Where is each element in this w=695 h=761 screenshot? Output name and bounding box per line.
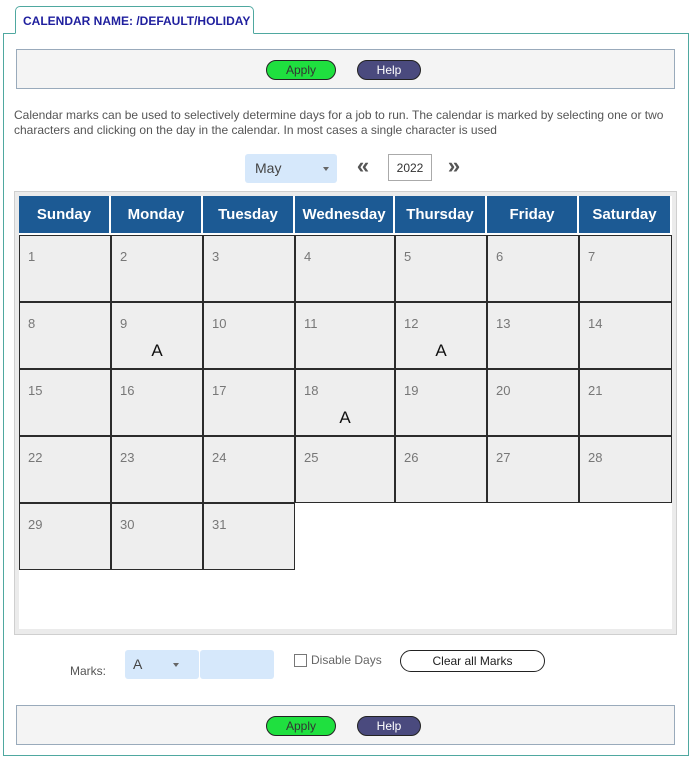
- apply-button-top[interactable]: Apply: [266, 60, 336, 80]
- calendar-day[interactable]: [295, 235, 395, 302]
- calendar-day[interactable]: [111, 436, 203, 503]
- day-number: 9: [120, 316, 128, 331]
- calendar-day[interactable]: [395, 436, 487, 503]
- day-number: 26: [404, 450, 419, 465]
- day-number: 10: [212, 316, 227, 331]
- previous-year-icon[interactable]: «: [356, 153, 370, 178]
- calendar-day[interactable]: [579, 235, 672, 302]
- day-number: 31: [212, 517, 227, 532]
- next-year-icon[interactable]: »: [447, 153, 461, 178]
- calendar-day[interactable]: [487, 235, 579, 302]
- calendar-day[interactable]: [579, 369, 672, 436]
- calendar-day[interactable]: [395, 235, 487, 302]
- day-number: 14: [588, 316, 603, 331]
- day-number: 17: [212, 383, 227, 398]
- calendar-day[interactable]: [395, 302, 487, 369]
- day-number: 8: [28, 316, 36, 331]
- clear-all-marks-button[interactable]: Clear all Marks: [400, 650, 545, 672]
- day-number: 3: [212, 249, 220, 264]
- bottom-button-bar: [16, 705, 675, 745]
- day-number: 7: [588, 249, 596, 264]
- day-number: 24: [212, 450, 227, 465]
- weekday-header-friday: Friday: [487, 196, 579, 233]
- weekday-header-monday: Monday: [111, 196, 203, 233]
- calendar-day[interactable]: [19, 436, 111, 503]
- day-number: 4: [304, 249, 312, 264]
- top-button-bar: [16, 49, 675, 89]
- day-number: 12: [404, 316, 419, 331]
- day-number: 25: [304, 450, 319, 465]
- weekday-header-wednesday: Wednesday: [295, 196, 395, 233]
- day-number: 6: [496, 249, 504, 264]
- calendar-day[interactable]: [203, 436, 295, 503]
- month-select[interactable]: [245, 154, 337, 183]
- calendar-day[interactable]: [487, 302, 579, 369]
- day-number: 30: [120, 517, 135, 532]
- day-mark: A: [151, 341, 163, 360]
- calendar-day[interactable]: [19, 369, 111, 436]
- day-number: 28: [588, 450, 603, 465]
- calendar-day[interactable]: [111, 302, 203, 369]
- calendar-day[interactable]: [295, 369, 395, 436]
- calendar-day[interactable]: [111, 503, 203, 570]
- day-number: 18: [304, 383, 319, 398]
- disable-days-checkbox[interactable]: [294, 654, 307, 667]
- day-mark: A: [339, 408, 351, 427]
- weekday-header-sunday: Sunday: [19, 196, 111, 233]
- weekday-header-tuesday: Tuesday: [203, 196, 295, 233]
- calendar-day[interactable]: [579, 436, 672, 503]
- day-mark: A: [435, 341, 447, 360]
- day-number: 13: [496, 316, 511, 331]
- day-number: 21: [588, 383, 603, 398]
- help-button-bottom[interactable]: Help: [357, 716, 421, 736]
- calendar-day[interactable]: [579, 302, 672, 369]
- marks-custom-input[interactable]: [200, 650, 274, 679]
- calendar-day[interactable]: [203, 503, 295, 570]
- day-number: 11: [304, 316, 318, 331]
- marks-select[interactable]: [125, 650, 199, 679]
- calendar-description: Calendar marks can be used to selectively determine days for a job to run. The calendar is marked by selecting one or two characters and clicking on the day in the calendar. In most cases a single character is used: [14, 108, 664, 137]
- weekday-header-saturday: Saturday: [579, 196, 672, 233]
- day-number: 20: [496, 383, 511, 398]
- calendar-name-tab[interactable]: CALENDAR NAME: /DEFAULT/HOLIDAY: [15, 6, 254, 34]
- day-number: 16: [120, 383, 135, 398]
- day-number: 5: [404, 249, 412, 264]
- calendar-day[interactable]: [487, 436, 579, 503]
- day-number: 2: [120, 249, 128, 264]
- calendar-day[interactable]: [203, 302, 295, 369]
- apply-button-bottom[interactable]: Apply: [266, 716, 336, 736]
- calendar-grid-container: [14, 191, 677, 635]
- day-number: 19: [404, 383, 419, 398]
- weekday-header-thursday: Thursday: [395, 196, 487, 233]
- chevron-down-icon: [323, 167, 329, 171]
- disable-days-label: Disable Days: [311, 653, 382, 667]
- calendar-day[interactable]: [295, 302, 395, 369]
- calendar-day[interactable]: [487, 369, 579, 436]
- calendar-day[interactable]: [203, 369, 295, 436]
- calendar-day[interactable]: [203, 235, 295, 302]
- calendar-day[interactable]: [19, 235, 111, 302]
- day-number: 29: [28, 517, 43, 532]
- day-number: 15: [28, 383, 43, 398]
- day-number: 22: [28, 450, 43, 465]
- marks-select-value: A: [133, 656, 143, 672]
- calendar-day[interactable]: [19, 302, 111, 369]
- help-button-top[interactable]: Help: [357, 60, 421, 80]
- day-number: 27: [496, 450, 511, 465]
- day-number: 1: [28, 249, 36, 264]
- year-input[interactable]: [388, 154, 432, 181]
- calendar-grid: [19, 196, 672, 629]
- month-select-value: May: [255, 160, 282, 176]
- calendar-day[interactable]: [111, 235, 203, 302]
- calendar-day[interactable]: [395, 369, 487, 436]
- calendar-day[interactable]: [295, 436, 395, 503]
- marks-label: Marks:: [70, 664, 106, 678]
- day-number: 23: [120, 450, 135, 465]
- calendar-day[interactable]: [111, 369, 203, 436]
- chevron-down-icon: [173, 663, 179, 667]
- calendar-day[interactable]: [19, 503, 111, 570]
